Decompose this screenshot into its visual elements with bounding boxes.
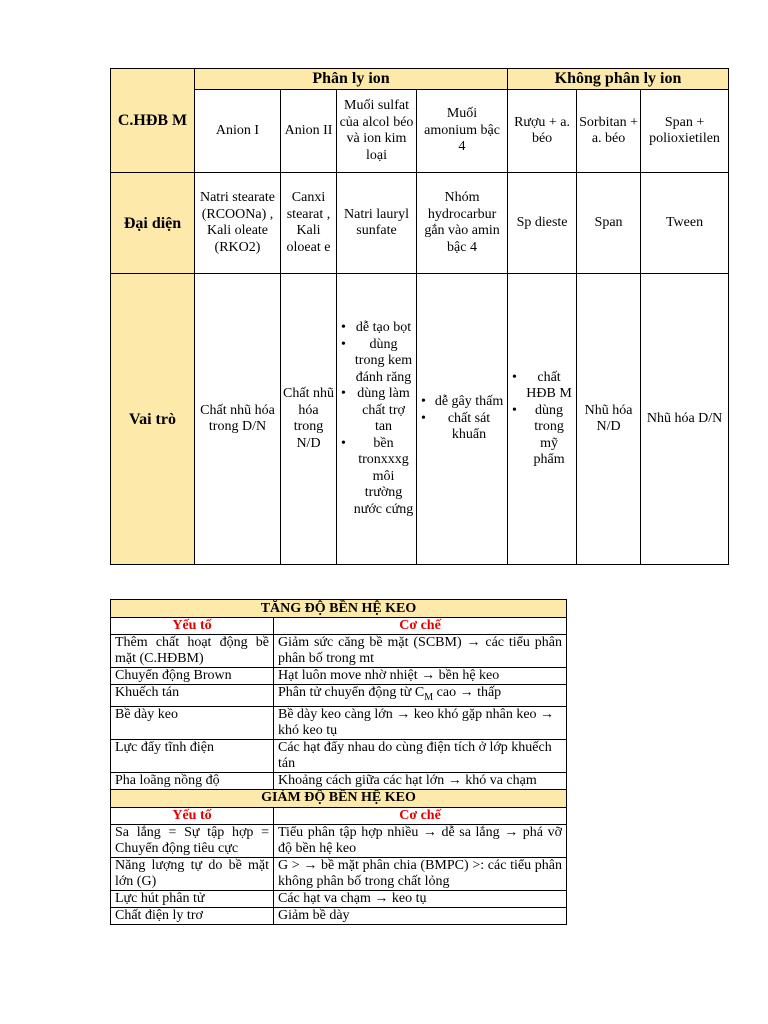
list-item: • chất sát khuẩn [419,411,505,444]
surfactant-classification-table [110,68,729,565]
column-header-factor: Yếu tố [111,618,274,635]
factor-cell: Khuếch tán [111,685,274,707]
table-cell: Chất nhũ hóa trong D/N [195,274,281,565]
mechanism-cell: Các hạt đẩy nhau do cùng điện tích ở lớp khuếch tán [274,739,567,772]
list-item: • dễ tạo bọt [339,320,414,337]
column-header: Muối sulfat của alcol béo và ion kim loại [337,90,417,173]
mechanism-cell [274,685,567,707]
list-item: • dễ gây thấm [419,394,505,411]
bullet-list [339,320,414,518]
row-header-vai-tro: Vai trò [111,274,195,565]
list-item: • chất HĐB M [510,370,574,403]
mechanism-cell: Các hạt va chạm → keo tụ [274,890,567,907]
corner-cell: C.HĐB M [111,69,195,173]
table-cell: Tween [641,173,729,274]
bullet-list [419,394,505,444]
table-cell: Natri stearate (RCOONa) , Kali oleate (RKO2) [195,173,281,274]
column-header: Anion I [195,90,281,173]
subscript: M [424,691,434,703]
column-header: Muối amonium bậc 4 [417,90,508,173]
factor-cell: Năng lượng tự do bề mặt lớn (G) [111,857,274,890]
table-cell: Nhũ hóa D/N [641,274,729,565]
mechanism-cell: Khoảng cách giữa các hạt lớn → khó va chạm [274,772,567,789]
section-title-decrease: GIẢM ĐỘ BỀN HỆ KEO [111,789,567,807]
table-row [111,890,567,907]
mechanism-cell: Giảm sức căng bề mặt (SCBM) → các tiểu phân phân bố trong mt [274,635,567,668]
table-cell: Span [577,173,641,274]
table-cell: Nhóm hydrocarbur gắn vào amin bậc 4 [417,173,508,274]
table-row [111,824,567,857]
table-cell: Nhũ hóa N/D [577,274,641,565]
table-row [111,772,567,789]
mechanism-cell: Giảm bề dày [274,907,567,924]
factor-cell: Chất điện ly trơ [111,907,274,924]
mechanism-cell: G > → bề mặt phân chia (BMPC) >: các tiểu phân không phân bố trong chất lỏng [274,857,567,890]
table-row [111,635,567,668]
column-header-mechanism: Cơ chế [274,807,567,824]
table-cell [508,274,577,565]
factor-cell: Chuyển động Brown [111,668,274,685]
mechanism-text: cao → thấp [433,685,502,700]
group-header-nonionic: Không phân ly ion [508,69,729,90]
mechanism-cell: Tiểu phân tập hợp nhiều → dễ sa lắng → phá vỡ độ bền hệ keo [274,824,567,857]
factor-cell: Lực hút phân tử [111,890,274,907]
group-header-ionic: Phân ly ion [195,69,508,90]
table-row [111,857,567,890]
table-row [111,668,567,685]
list-item: • dùng trong mỹ phẩm [510,403,574,469]
section-title-increase: TĂNG ĐỘ BỀN HỆ KEO [111,600,567,618]
table-row [111,706,567,739]
column-header: Span + polioxietilen [641,90,729,173]
column-header-factor: Yếu tố [111,807,274,824]
list-item: • dùng làm chất trợ tan [339,386,414,436]
column-header: Rượu + a. béo [508,90,577,173]
factor-cell: Lực đẩy tĩnh điện [111,739,274,772]
mechanism-cell: Bề dày keo càng lớn → keo khó gặp nhân keo → khó keo tụ [274,706,567,739]
column-header: Anion II [281,90,337,173]
factor-cell: Sa lắng = Sự tập hợp = Chuyển động tiêu cực [111,824,274,857]
list-item: • dùng trong kem đánh răng [339,337,414,387]
table-cell: Canxi stearat , Kali oloeat e [281,173,337,274]
factor-cell: Thêm chất hoạt động bề mặt (C.HĐBM) [111,635,274,668]
table-cell: Chất nhũ hóa trong N/D [281,274,337,565]
row-header-dai-dien: Đại diện [111,173,195,274]
table-cell: Sp dieste [508,173,577,274]
table-cell [337,274,417,565]
factor-cell: Bề dày keo [111,706,274,739]
table-row [111,685,567,707]
list-item: • bền tronxxxg môi trường nước cứng [339,436,414,519]
table-row [111,739,567,772]
mechanism-cell: Hạt luôn move nhờ nhiệt → bền hệ keo [274,668,567,685]
table-row [111,907,567,924]
column-header-mechanism: Cơ chế [274,618,567,635]
bullet-list [510,370,574,469]
table-cell: Natri lauryl sunfate [337,173,417,274]
colloid-stability-table [110,599,567,925]
column-header: Sorbitan + a. béo [577,90,641,173]
mechanism-text: Phân tử chuyển động từ C [278,685,425,700]
table-cell [417,274,508,565]
factor-cell: Pha loãng nồng độ [111,772,274,789]
